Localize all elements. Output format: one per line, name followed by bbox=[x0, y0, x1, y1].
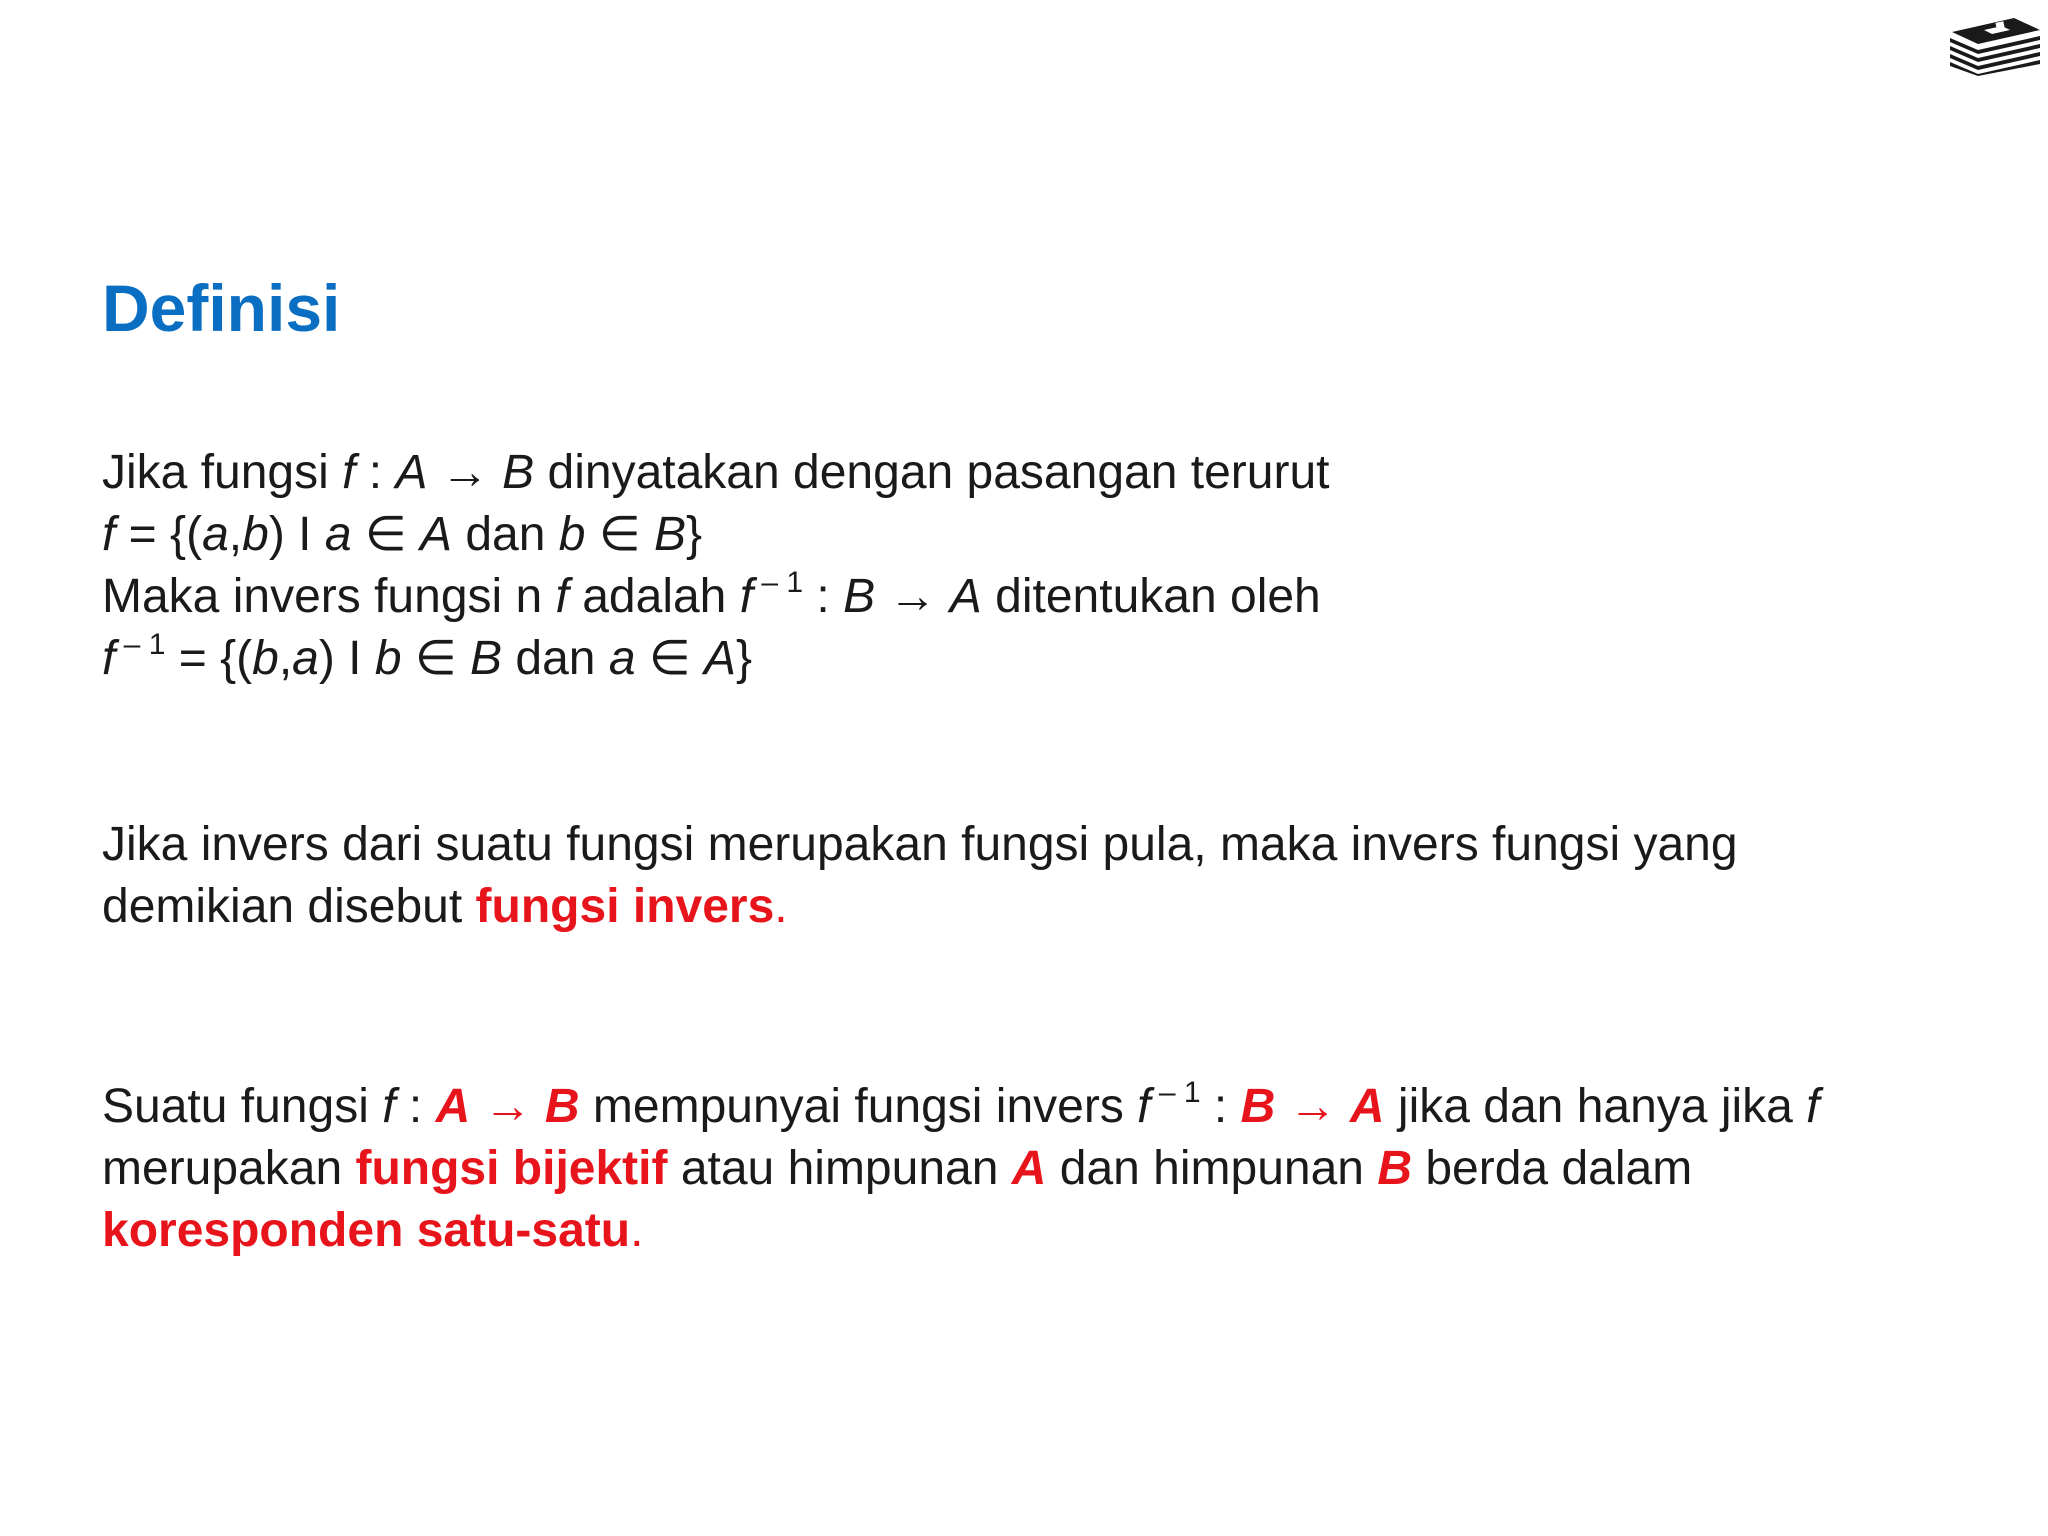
text: } bbox=[685, 508, 703, 561]
definition-line-4 bbox=[102, 628, 1329, 690]
arrow-symbol: → bbox=[1275, 1080, 1350, 1133]
symbol-A: A bbox=[949, 570, 982, 623]
text: , bbox=[228, 508, 243, 561]
symbol-A: A bbox=[435, 1080, 471, 1133]
text: : bbox=[355, 446, 396, 499]
text: adalah bbox=[568, 570, 740, 623]
text: ditentukan oleh bbox=[981, 570, 1321, 623]
text: Jika fungsi bbox=[102, 446, 343, 499]
arrow-symbol: → bbox=[470, 1080, 545, 1133]
symbol-f: f bbox=[739, 570, 754, 623]
symbol-a: a bbox=[324, 508, 352, 561]
bijective-line-2 bbox=[102, 1138, 1820, 1200]
symbol-f: f bbox=[555, 570, 569, 623]
text: = {( bbox=[165, 632, 253, 685]
text: Suatu fungsi bbox=[102, 1080, 383, 1133]
definition-paragraph bbox=[102, 442, 1329, 690]
inverse-exponent: – 1 bbox=[115, 628, 166, 661]
definition-line-2 bbox=[102, 504, 1329, 566]
text: } bbox=[736, 632, 753, 685]
symbol-f: f bbox=[342, 446, 356, 499]
symbol-f: f bbox=[102, 508, 116, 561]
definition-line-1 bbox=[102, 442, 1329, 504]
highlight-term: fungsi invers bbox=[475, 880, 775, 933]
symbol-f: f bbox=[1806, 1080, 1820, 1133]
text: jika dan hanya jika bbox=[1384, 1080, 1807, 1133]
symbol-a: a bbox=[292, 632, 319, 685]
highlight-term: fungsi bijektif bbox=[355, 1142, 668, 1195]
symbol-A: A bbox=[1011, 1142, 1047, 1195]
text: : bbox=[1200, 1080, 1241, 1133]
symbol-B: B bbox=[544, 1080, 580, 1133]
symbol-B: B bbox=[502, 446, 535, 499]
element-of-symbol: ∈ bbox=[585, 508, 654, 561]
highlight-term: koresponden satu-satu bbox=[102, 1204, 631, 1257]
text: = {( bbox=[115, 508, 203, 561]
text: dinyatakan dengan pasangan terurut bbox=[534, 446, 1330, 499]
symbol-f: f bbox=[382, 1080, 396, 1133]
inverse-function-paragraph bbox=[102, 814, 1738, 938]
symbol-B: B bbox=[1377, 1142, 1412, 1195]
symbol-A: A bbox=[420, 508, 453, 561]
symbol-B: B bbox=[653, 508, 686, 561]
symbol-B: B bbox=[470, 632, 503, 685]
text: dan bbox=[452, 508, 559, 561]
symbol-A: A bbox=[704, 632, 737, 685]
symbol-b: b bbox=[252, 632, 279, 685]
symbol-f: f bbox=[1137, 1080, 1151, 1133]
text: merupakan bbox=[102, 1142, 356, 1195]
stacked-books-logo-icon bbox=[1944, 14, 2044, 76]
text: demikian disebut bbox=[102, 880, 476, 933]
symbol-A: A bbox=[395, 446, 428, 499]
bijective-line-1 bbox=[102, 1076, 1820, 1138]
element-of-symbol: ∈ bbox=[635, 632, 705, 685]
inverse-exponent: – 1 bbox=[1150, 1076, 1201, 1109]
symbol-b: b bbox=[374, 632, 402, 685]
text: ) I bbox=[268, 508, 325, 561]
text: . bbox=[630, 1204, 644, 1257]
definition-line-3 bbox=[102, 566, 1329, 628]
symbol-b: b bbox=[242, 508, 269, 561]
text: atau himpunan bbox=[667, 1142, 1012, 1195]
inverse-exponent: – 1 bbox=[753, 566, 804, 599]
symbol-f: f bbox=[102, 632, 116, 685]
text: Maka invers fungsi n bbox=[102, 570, 556, 623]
slide-title: Definisi bbox=[102, 271, 341, 345]
text: : bbox=[395, 1080, 436, 1133]
symbol-b: b bbox=[558, 508, 586, 561]
inverse-line-2 bbox=[102, 876, 1738, 938]
symbol-a: a bbox=[608, 632, 636, 685]
bijective-paragraph bbox=[102, 1076, 1820, 1262]
symbol-B: B bbox=[1240, 1080, 1276, 1133]
symbol-a: a bbox=[202, 508, 229, 561]
arrow-symbol: → bbox=[427, 446, 503, 499]
text: : bbox=[803, 570, 844, 623]
text: mempunyai fungsi invers bbox=[579, 1080, 1138, 1133]
element-of-symbol: ∈ bbox=[351, 508, 420, 561]
text: . bbox=[774, 880, 788, 933]
text: ) I bbox=[318, 632, 375, 685]
text: , bbox=[278, 632, 293, 685]
text: dan himpunan bbox=[1046, 1142, 1378, 1195]
bijective-line-3 bbox=[102, 1200, 1820, 1262]
arrow-symbol: → bbox=[875, 570, 950, 623]
text: berda dalam bbox=[1412, 1142, 1693, 1195]
inverse-line-1: Jika invers dari suatu fungsi merupakan fungsi pula, maka invers fungsi yang bbox=[102, 818, 1738, 871]
symbol-A: A bbox=[1349, 1080, 1385, 1133]
text: dan bbox=[502, 632, 609, 685]
symbol-B: B bbox=[843, 570, 876, 623]
element-of-symbol: ∈ bbox=[401, 632, 471, 685]
